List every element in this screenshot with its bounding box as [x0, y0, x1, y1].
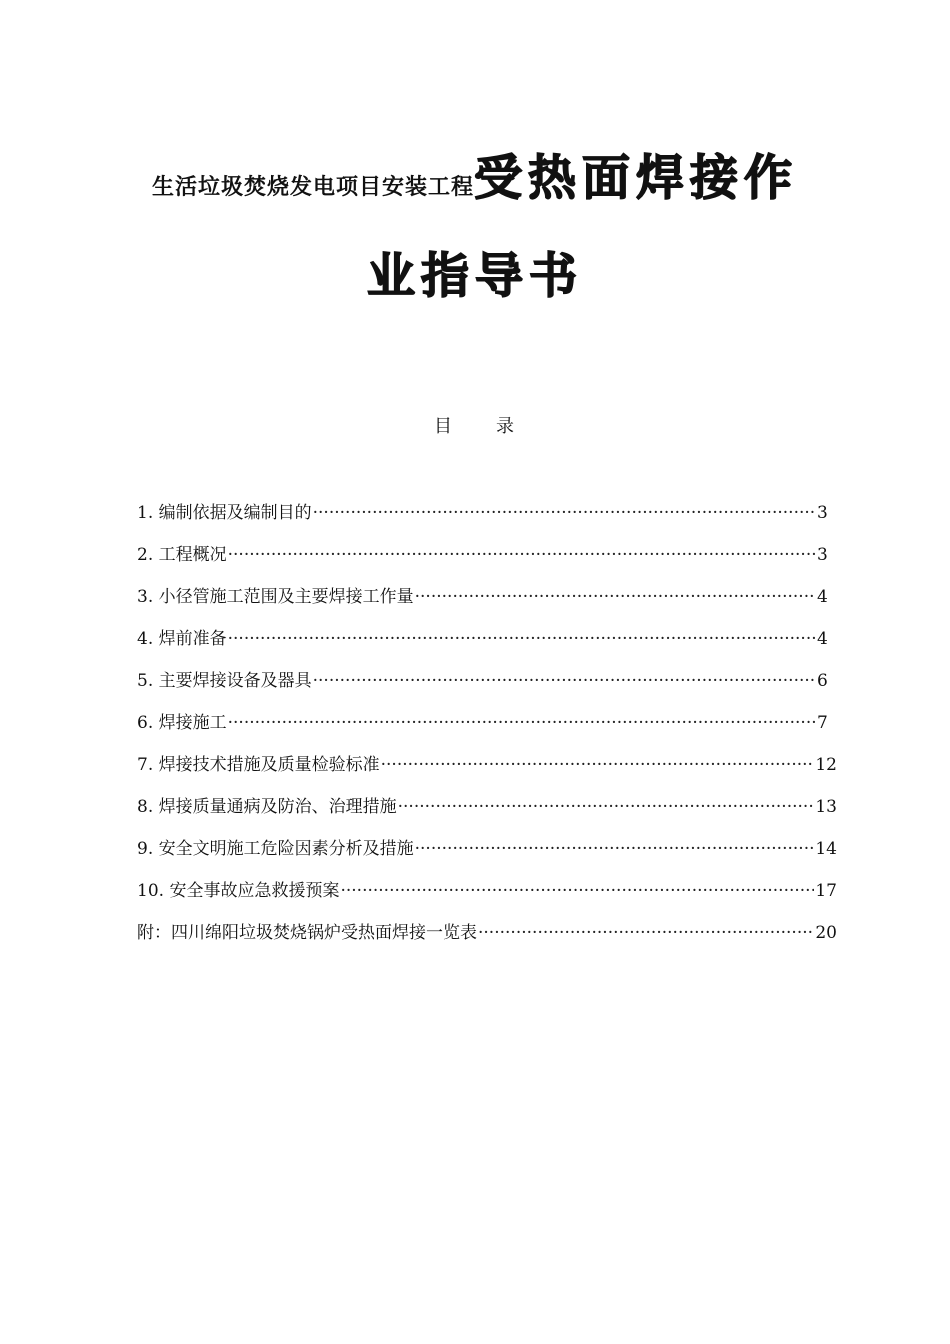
toc-item-page: 12: [815, 755, 837, 775]
toc-item-label: 6. 焊接施工: [137, 713, 227, 733]
toc-item[interactable]: [137, 498, 837, 540]
toc-item-label: 5. 主要焊接设备及器具: [137, 671, 312, 691]
toc-item-label: 3. 小径管施工范围及主要焊接工作量: [137, 587, 414, 607]
toc-leader-dots: [340, 881, 814, 901]
toc-item-label: 9. 安全文明施工危险因素分析及措施: [137, 839, 414, 859]
toc-item-page: 4: [817, 629, 828, 649]
toc-item-page: 14: [815, 839, 837, 859]
toc-item-page: 13: [815, 797, 837, 817]
toc-item[interactable]: [137, 624, 837, 666]
toc-item-page: 20: [815, 923, 837, 943]
toc-heading-left: 目: [434, 416, 454, 437]
toc-item-page: 3: [817, 503, 828, 523]
toc-item-label: 8. 焊接质量通病及防治、治理措施: [137, 797, 397, 817]
title-main-part-2: 业指导书: [366, 248, 583, 304]
toc-leader-dots: [313, 671, 816, 691]
toc-heading-right: 录: [496, 416, 516, 437]
toc-leader-dots: [415, 839, 815, 859]
toc-item-label: 2. 工程概况: [137, 545, 227, 565]
toc-item[interactable]: [137, 708, 837, 750]
toc-item[interactable]: [137, 834, 837, 876]
title-line-1: [0, 140, 950, 227]
toc-item-label: 7. 焊接技术措施及质量检验标准: [137, 755, 380, 775]
toc-item[interactable]: [137, 792, 837, 834]
toc-item-label: 附：四川绵阳垃圾焚烧锅炉受热面焊接一览表: [137, 923, 477, 943]
toc-item-page: 6: [817, 671, 828, 691]
toc-item-page: 17: [815, 881, 837, 901]
toc-leader-dots: [381, 755, 815, 775]
toc-item[interactable]: [137, 750, 837, 792]
toc-leader-dots: [415, 587, 816, 607]
toc-item-page: 3: [817, 545, 828, 565]
table-of-contents: [137, 498, 837, 960]
toc-item[interactable]: [137, 582, 837, 624]
toc-leader-dots: [313, 503, 816, 523]
document-title: [0, 140, 950, 311]
title-main-part-1: 受热面焊接作: [474, 150, 799, 206]
toc-leader-dots: [478, 923, 814, 943]
toc-leader-dots: [228, 545, 816, 565]
toc-item-label: 4. 焊前准备: [137, 629, 227, 649]
toc-item[interactable]: [137, 540, 837, 582]
toc-leader-dots: [228, 629, 816, 649]
toc-item[interactable]: [137, 666, 837, 708]
title-prefix: 生活垃圾焚烧发电项目安装工程: [151, 175, 474, 200]
toc-item-label: 1. 编制依据及编制目的: [137, 503, 312, 523]
toc-item[interactable]: [137, 918, 837, 960]
toc-item-page: 4: [817, 587, 828, 607]
toc-heading: [0, 412, 950, 438]
toc-leader-dots: [228, 713, 816, 733]
toc-item-page: 7: [817, 713, 828, 733]
toc-item[interactable]: [137, 876, 837, 918]
toc-leader-dots: [398, 797, 815, 817]
toc-item-label: 10. 安全事故应急救援预案: [137, 881, 340, 901]
